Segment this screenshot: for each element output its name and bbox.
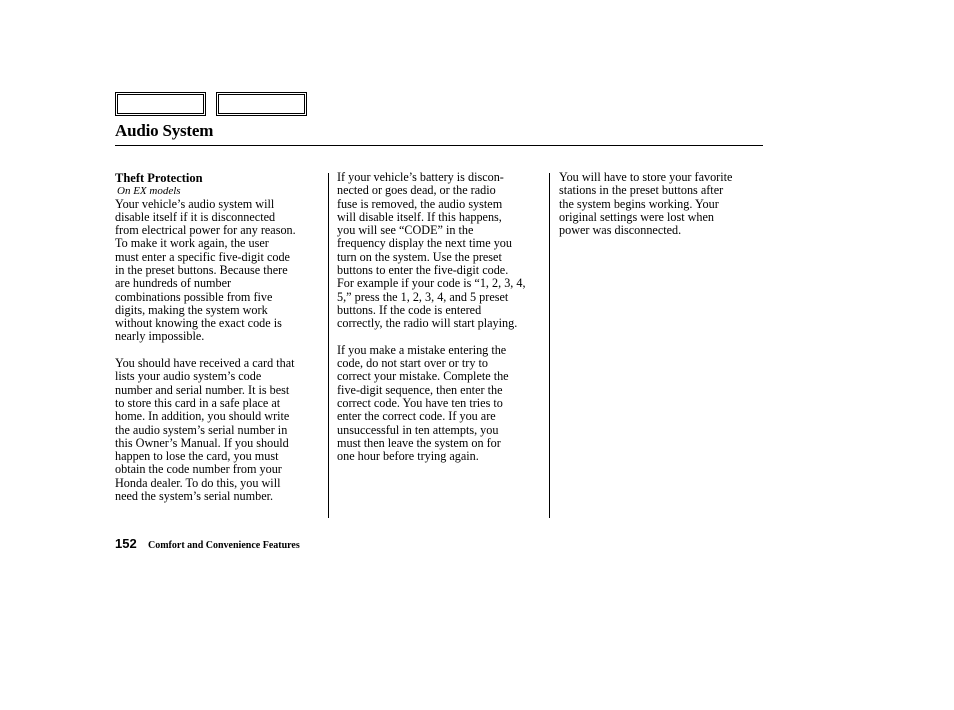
title-divider: [115, 145, 763, 146]
footer-section-title: Comfort and Convenience Features: [148, 540, 300, 551]
column-divider-1: [328, 173, 329, 518]
column-divider-2: [549, 173, 550, 518]
paragraph-enter-code: If your vehicle’s battery is discon- nected or goes dead, or the radio fuse is removed, the audio system will disable itself. If this happens, you will see “CODE” in the frequency display the next time you turn on the system. Use the preset buttons to enter the five-digit code. For example if your code is “1, 2, 3, 4, 5,” press the 1, 2, 3, 4, and 5 preset buttons. If the code is entered correctly, the radio will start playing.: [337, 170, 526, 331]
paragraph-presets: You will have to store your favorite stations in the preset buttons after the system begins working. Your original settings were lost when power was disconnected.: [559, 170, 733, 238]
text-column-1: [115, 171, 323, 503]
model-note: On EX models: [117, 185, 181, 197]
page-title: Audio System: [115, 121, 214, 140]
text-column-2: [337, 171, 547, 464]
header-tab-box-right: [216, 92, 307, 116]
paragraph-code-card: You should have received a card that lists your audio system’s code number and serial number. It is best to store this card in a safe place at home. In addition, you should write the audio system’s serial number in this Owner’s Manual. If you should happen to lose the card, you must obtain the code number from your Honda dealer. To do this, you will need the system’s serial number.: [115, 356, 295, 504]
text-column-3: [559, 171, 759, 237]
paragraph-mistake: If you make a mistake entering the code, do not start over or try to correct your mistake. Complete the five-digit sequence, then enter the correct code. You have ten tries to enter the correct code. If you are unsuccessful in ten attempts, you must then leave the system on for one hour before trying again.: [337, 342, 509, 464]
paragraph-disable-explanation: Your vehicle’s audio system will disable itself if it is disconnected from electrical power for any reason. To make it work again, the user must enter a specific five-digit code in the preset buttons. Because there are hundreds of number combinations possible from five digits, making the system work without knowing the exact code is nearly impossible.: [115, 196, 296, 344]
page-number: 152: [115, 536, 137, 551]
section-subheading: Theft Protection: [115, 171, 203, 185]
header-tab-box-left: [115, 92, 206, 116]
